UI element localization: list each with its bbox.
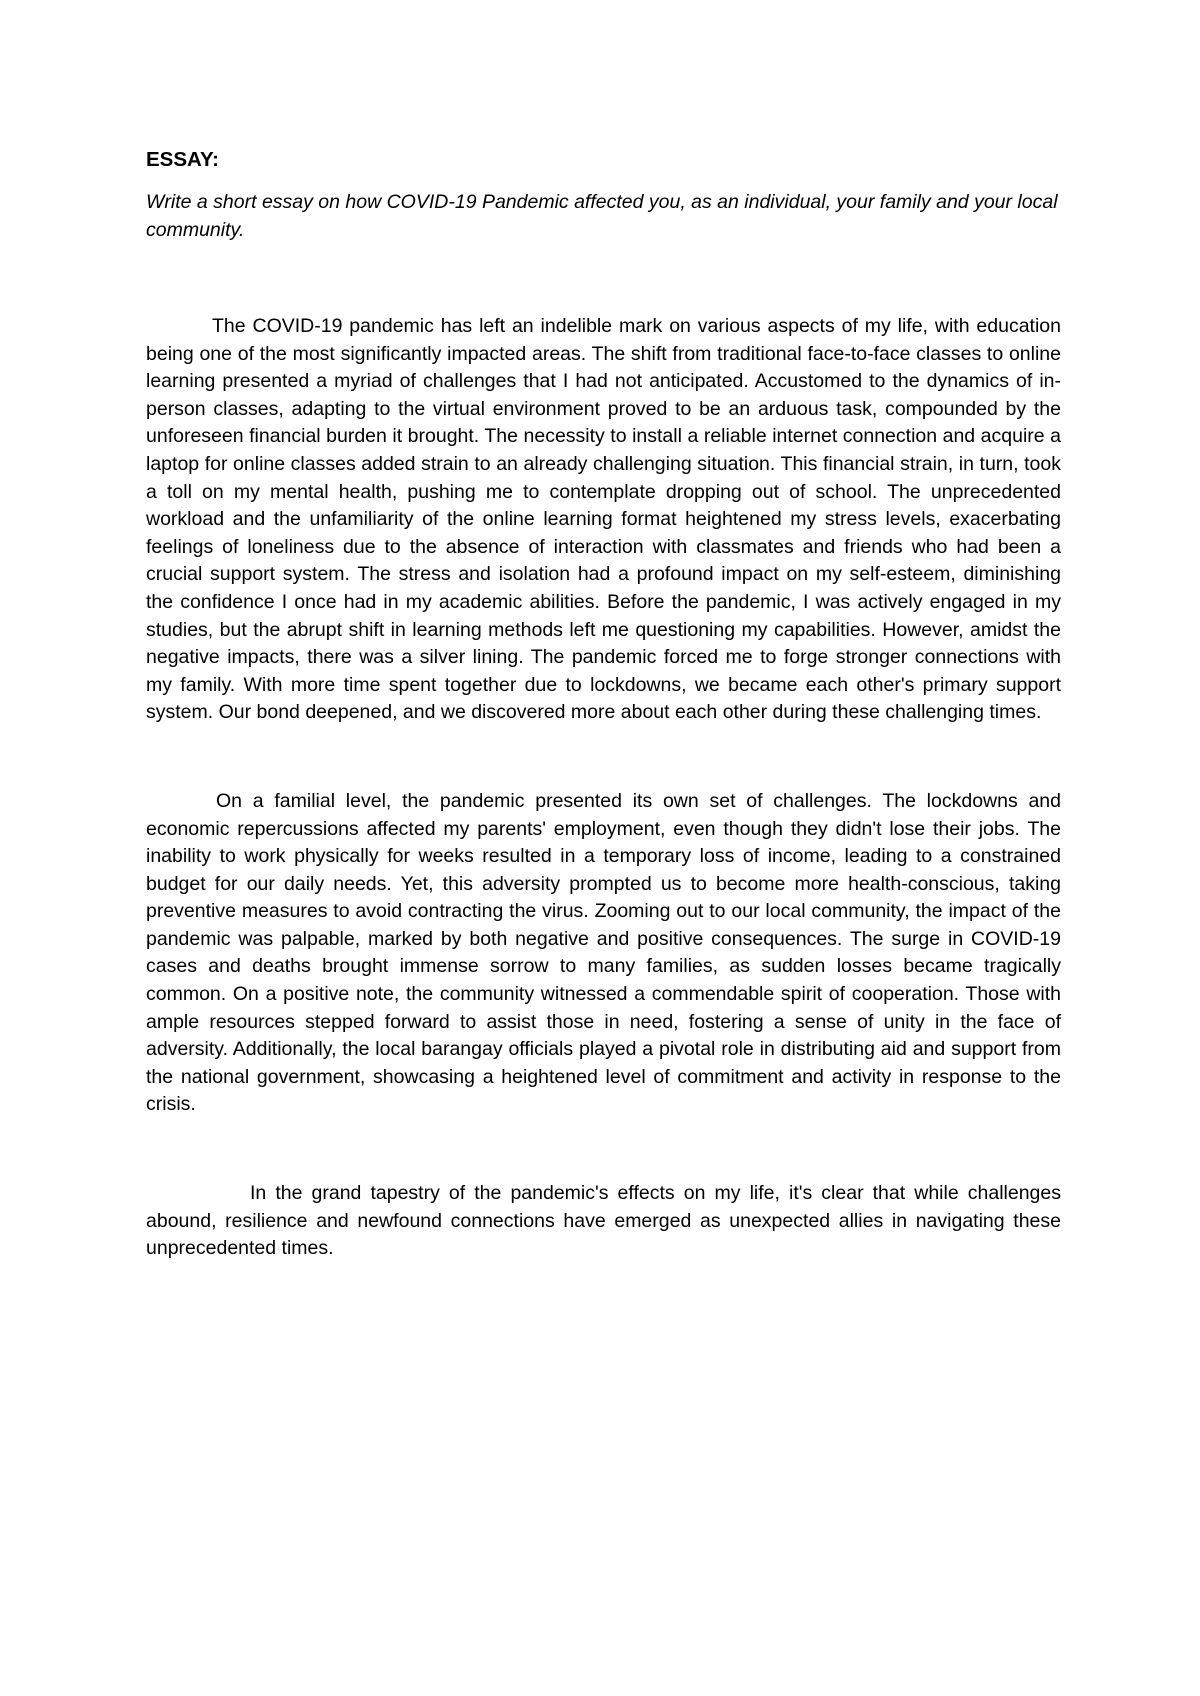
paragraph-conclusion: In the grand tapestry of the pandemic's effects on my life, it's clear that while challenges abound, resilience and newfound connections have emerged as unexpected allies in navigating these unprecedented times. bbox=[146, 1182, 1061, 1260]
paragraph-family-community: On a familial level, the pandemic presented its own set of challenges. The lockdowns and economic repercussions affected my parents' employment, even though they didn't lose their jobs. The inability to work physically for weeks resulted in a temporary loss of income, leading to a constrained budget for our daily needs. Yet, this adversity prompted us to become more health-conscious, taking preventive measures to avoid contracting the virus. Zooming out to our local community, the impact of the pandemic was palpable, marked by both negative and positive consequences. The surge in COVID-19 cases and deaths brought immense sorrow to many families, as sudden losses became tragically common. On a positive note, the community witnessed a commendable spirit of cooperation. Those with ample resources stepped forward to assist those in need, fostering a sense of unity in the face of adversity. Additionally, the local barangay officials played a pivotal role in distributing aid and support from the national government, showcasing a heightened level of commitment and activity in response to the crisis. bbox=[146, 789, 1061, 1116]
essay-prompt: Write a short essay on how COVID-19 Pandemic affected you, as an individual, your family and your local community. bbox=[146, 191, 1058, 241]
essay-content bbox=[146, 146, 1061, 1263]
paragraph-education: The COVID-19 pandemic has left an indelible mark on various aspects of my life, with education being one of the most significantly impacted areas. The shift from traditional face-to-face classes to online learning presented a myriad of challenges that I had not anticipated. Accustomed to the dynamics of in-person classes, adapting to the virtual environment proved to be an arduous task, compounded by the unforeseen financial burden it brought. The necessity to install a reliable internet connection and acquire a laptop for online classes added strain to an already challenging situation. This financial strain, in turn, took a toll on my mental health, pushing me to contemplate dropping out of school. The unprecedented workload and the unfamiliarity of the online learning format heightened my stress levels, exacerbating feelings of loneliness due to the absence of interaction with classmates and friends who had been a crucial support system. The stress and isolation had a profound impact on my self-esteem, diminishing the confidence I once had in my academic abilities. Before the pandemic, I was actively engaged in my studies, but the abrupt shift in learning methods left me questioning my capabilities. However, amidst the negative impacts, there was a silver lining. The pandemic forced me to forge stronger connections with my family. With more time spent together due to lockdowns, we became each other's primary support system. Our bond deepened, and we discovered more about each other during these challenging times. bbox=[146, 315, 1061, 724]
essay-heading: ESSAY: bbox=[146, 148, 219, 171]
